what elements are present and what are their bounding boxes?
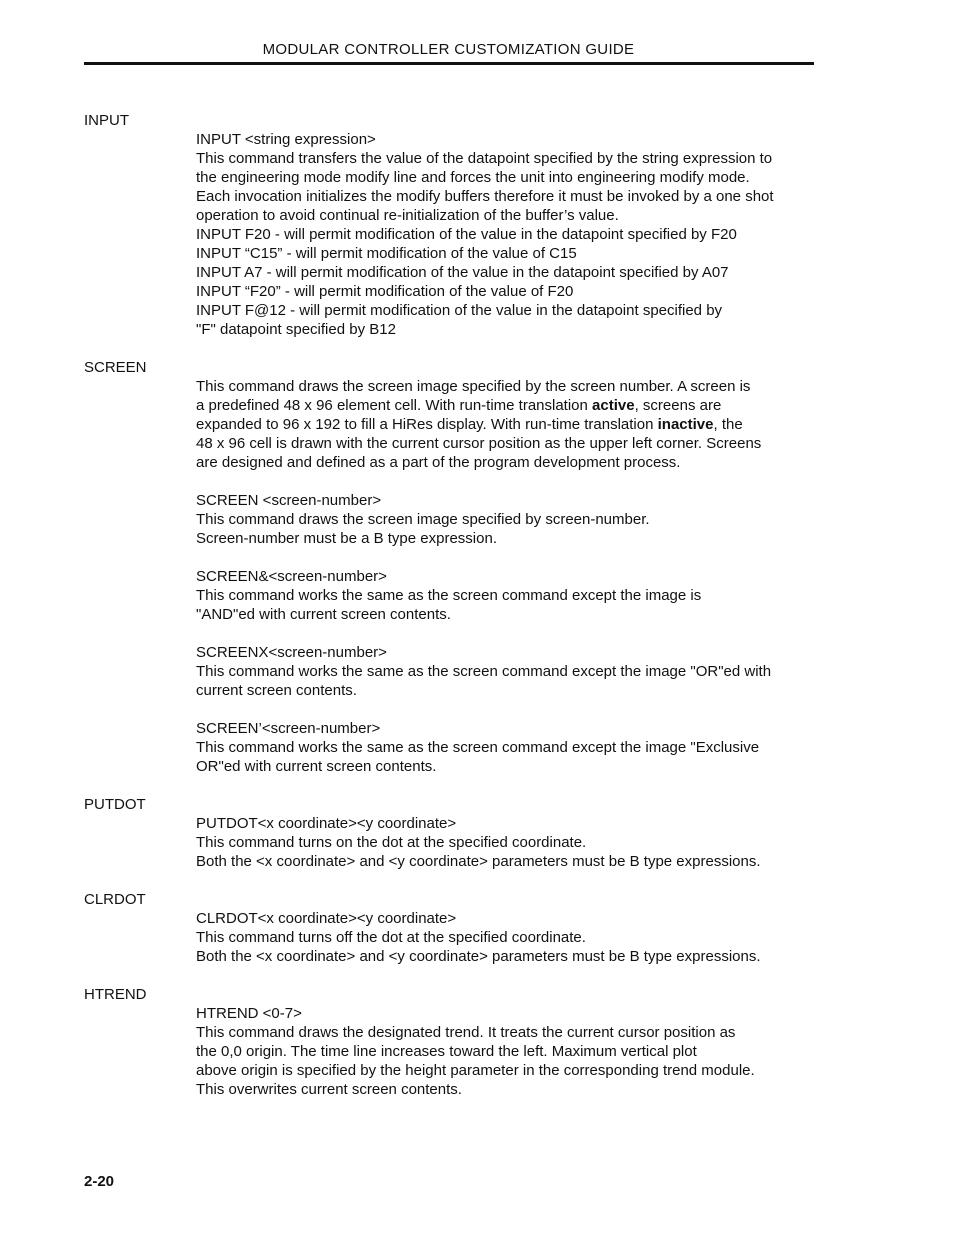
description-line: This command draws the designated trend. It treats the current cursor position as [196,1024,736,1041]
term-clrdot: CLRDOT [84,891,146,908]
description-line: operation to avoid continual re-initialization of the buffer’s value. [196,207,619,224]
description-line: above origin is specified by the height parameter in the corresponding trend module. [196,1062,755,1079]
page-header-title: MODULAR CONTROLLER CUSTOMIZATION GUIDE [262,41,635,58]
description-line: 48 x 96 cell is drawn with the current cursor position as the upper left corner. Screens [196,435,762,452]
description-line: Screen-number must be a B type expression. [196,530,497,547]
description-line: current screen contents. [196,682,357,699]
term-screen: SCREEN [84,359,147,376]
emphasis-inactive: inactive [657,416,714,433]
input-syntax: INPUT <string expression> [196,131,376,148]
description-line: Both the <x coordinate> and <y coordinate> parameters must be B type expressions. [196,853,761,870]
emphasis-active: active [592,397,635,414]
example-line: INPUT F20 - will permit modification of the value in the datapoint specified by F20 [196,226,737,243]
description-line: "AND"ed with current screen contents. [196,606,451,623]
input-description [196,130,856,339]
clrdot-syntax: CLRDOT<x coordinate><y coordinate> [196,910,457,927]
description-line: This command turns on the dot at the specified coordinate. [196,834,587,851]
htrend-description [196,1004,856,1099]
description-line: are designed and defined as a part of the program development process. [196,454,681,471]
putdot-syntax: PUTDOT<x coordinate><y coordinate> [196,815,457,832]
description-line: This command draws the screen image specified by screen-number. [196,511,650,528]
description-line: This command draws the screen image specified by the screen number. A screen is [196,378,751,395]
putdot-description [196,814,856,871]
term-input: INPUT [84,112,129,129]
screen-and-syntax: SCREEN&<screen-number> [196,568,387,585]
htrend-syntax: HTREND <0-7> [196,1005,302,1022]
description-line: Each invocation initializes the modify buffers therefore it must be invoked by a one shot [196,188,774,205]
term-putdot: PUTDOT [84,796,146,813]
description-line: the 0,0 origin. The time line increases toward the left. Maximum vertical plot [196,1043,697,1060]
screen-syntax: SCREEN <screen-number> [196,492,382,509]
description-line: This command works the same as the screen command except the image "OR"ed with [196,663,772,680]
description-line: the engineering mode modify line and forces the unit into engineering modify mode. [196,169,750,186]
screen-xor-syntax: SCREEN’<screen-number> [196,720,381,737]
description-line: This command transfers the value of the datapoint specified by the string expression to [196,150,773,167]
example-line: "F" datapoint specified by B12 [196,321,396,338]
description-line: This command works the same as the screen command except the image is [196,587,702,604]
screen-description [196,377,856,776]
example-line: INPUT “C15” - will permit modification of the value of C15 [196,245,577,262]
description-line: Both the <x coordinate> and <y coordinate> parameters must be B type expressions. [196,948,761,965]
description-line: expanded to 96 x 192 to fill a HiRes display. With run-time translation inactive, the [196,416,743,433]
header-divider [84,62,814,65]
clrdot-description [196,909,856,966]
example-line: INPUT F@12 - will permit modification of the value in the datapoint specified by [196,302,723,319]
description-line: a predefined 48 x 96 element cell. With run-time translation active, screens are [196,397,722,414]
description-line: This overwrites current screen contents. [196,1081,462,1098]
description-line: OR"ed with current screen contents. [196,758,437,775]
example-line: INPUT A7 - will permit modification of the value in the datapoint specified by A07 [196,264,729,281]
page-number: 2-20 [84,1173,115,1190]
term-htrend: HTREND [84,986,147,1003]
description-line: This command works the same as the screen command except the image "Exclusive [196,739,760,756]
example-line: INPUT “F20” - will permit modification of the value of F20 [196,283,574,300]
description-line: This command turns off the dot at the specified coordinate. [196,929,586,946]
screen-or-syntax: SCREENX<screen-number> [196,644,387,661]
